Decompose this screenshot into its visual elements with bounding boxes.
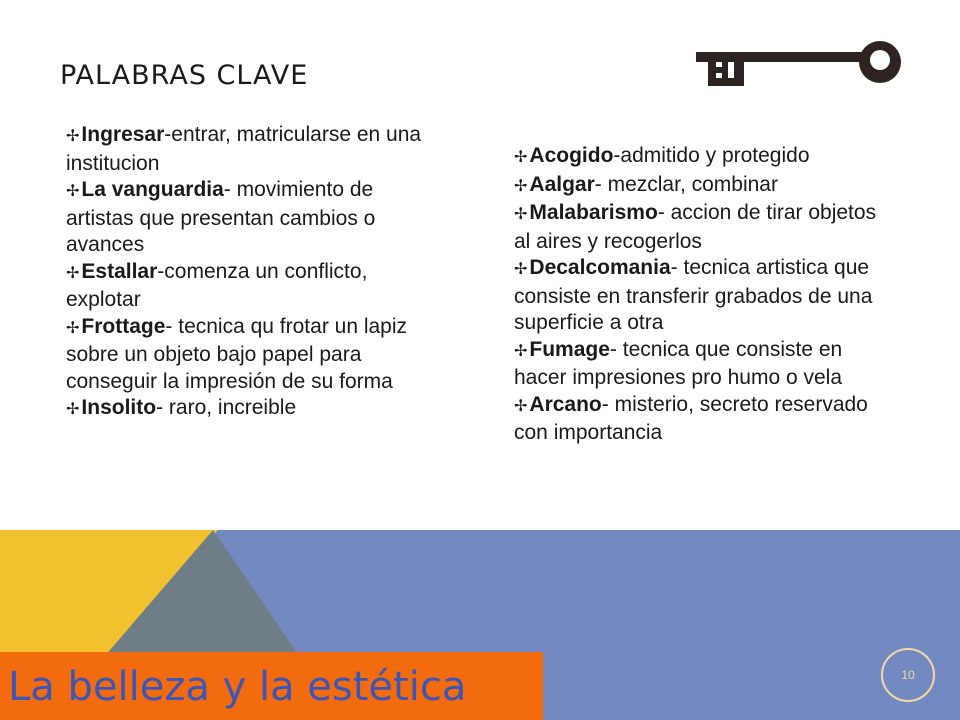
term: Estallar	[81, 259, 158, 283]
term: Decalcomania	[529, 256, 671, 279]
definition: - movimiento de artistas que presentan cambios o avances	[66, 178, 376, 256]
term: Acogido	[529, 144, 614, 167]
term: Ingresar	[81, 123, 165, 146]
term: Malabarismo	[529, 201, 658, 224]
term: Insolito	[81, 396, 157, 419]
list-item	[514, 255, 894, 337]
term: Fumage	[529, 337, 610, 361]
slide-title: PALABRAS CLAVE	[60, 60, 309, 91]
bullet-icon: ✢	[66, 183, 80, 200]
bullet-icon: ✢	[514, 397, 528, 415]
list-item	[514, 143, 894, 172]
list-item	[66, 177, 438, 259]
definition: - mezclar, combinar	[594, 172, 778, 196]
definition: - tecnica artistica que consiste en transferir grabados de una superficie a otra	[514, 256, 873, 334]
list-item	[514, 337, 894, 392]
term: Aalgar	[529, 172, 595, 196]
definition: -admitido y protegido	[613, 144, 810, 167]
bullet-icon: ✢	[66, 401, 80, 418]
key-icon	[696, 34, 906, 94]
right-definitions	[514, 143, 894, 447]
bullet-icon: ✢	[514, 261, 528, 278]
bullet-icon: ✢	[514, 177, 528, 195]
list-item	[514, 200, 894, 255]
definition: - raro, increible	[156, 396, 297, 419]
definition: - accion de tirar objetos al aires y recogerlos	[514, 201, 877, 253]
definition: - misterio, secreto reservado con importancia	[514, 392, 868, 444]
list-item	[514, 392, 894, 447]
bullet-icon: ✢	[514, 149, 528, 166]
bullet-icon: ✢	[66, 319, 80, 337]
definition: - tecnica que consiste en hacer impresiones pro humo o vela	[514, 337, 843, 389]
definition: - tecnica qu frotar un lapiz sobre un objeto bajo papel para conseguir la impresión de su forma	[66, 314, 408, 393]
list-item	[66, 122, 438, 177]
term: Arcano	[529, 392, 602, 416]
bullet-icon: ✢	[66, 264, 80, 282]
term: Frottage	[81, 314, 166, 338]
page-number: 10	[881, 648, 935, 702]
list-item	[66, 395, 438, 424]
definition: -comenza un conflicto, explotar	[66, 259, 368, 311]
list-item	[66, 259, 438, 314]
list-item	[66, 314, 438, 396]
left-definitions	[66, 122, 438, 424]
bullet-icon: ✢	[514, 342, 528, 360]
footer-title: La belleza y la estética	[8, 664, 467, 710]
list-item	[514, 172, 894, 201]
bullet-icon: ✢	[66, 128, 80, 145]
term: La vanguardia	[81, 178, 224, 201]
definition: -entrar, matricularse en una institucion	[66, 123, 422, 175]
bullet-icon: ✢	[514, 206, 528, 223]
